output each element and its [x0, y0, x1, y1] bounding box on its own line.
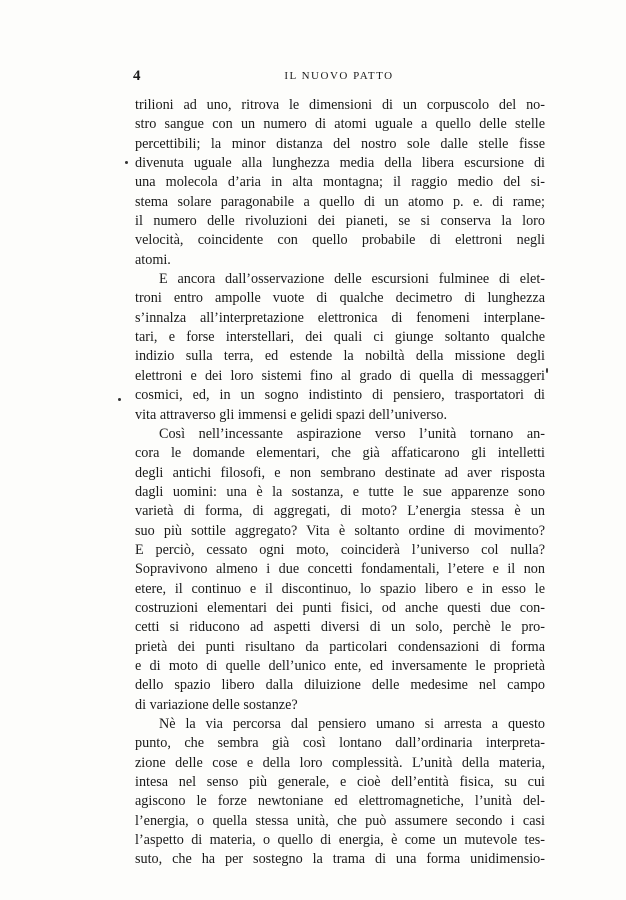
ink-speck [546, 368, 548, 373]
text-line: etere, il continuo e il discontinuo, lo spazio libero e in esso le [135, 580, 545, 597]
text-line: Nè la via percorsa dal pensiero umano si arresta a questo [159, 716, 545, 732]
ink-speck [125, 161, 128, 164]
body-text [135, 96, 545, 870]
text-line: Così nell’incessante aspirazione verso l’unità tornano an- [159, 425, 545, 442]
text-line: suto, che ha per sostegno la trama di una forma unidimensio- [135, 851, 545, 868]
text-line: varietà di forma, di aggregati, di moto? L’energia stessa è un [135, 503, 545, 520]
text-line: tari, e forse interstellari, dei quali ci giunge soltanto qualche [135, 329, 545, 346]
text-line: cetti si riducono ad aspetti diversi di un solo, perchè le pro- [135, 619, 545, 636]
page-header [133, 68, 545, 88]
text-line: E ancora dall’osservazione delle escursioni fulminee di elet- [159, 271, 545, 288]
text-line: Sopravivono almeno i due concetti fondamentali, l’etere e il non [135, 561, 545, 578]
ink-speck [118, 398, 121, 401]
text-line: atomi. [135, 251, 171, 268]
text-line: indizio sulla terra, ed estende la nobiltà della missione degli [135, 348, 545, 365]
text-line: troni entro ampolle vuote di qualche decimetro di lunghezza [135, 290, 545, 307]
text-line: velocità, coincidente con quello probabile di elettroni negli [135, 232, 545, 249]
text-line: E perciò, cessato ogni moto, coinciderà l’universo col nulla? [135, 541, 545, 558]
text-line: elettroni e dei loro sistemi fino al grado di quella di messaggeri [135, 367, 545, 384]
text-line: l’energia, o quella stessa unità, che può assumere secondo i casi [135, 812, 545, 829]
text-line: divenuta uguale alla lunghezza media della libera escursione di [135, 155, 545, 172]
text-line: punto, che sembra già così lontano dall’ordinaria interpreta- [135, 735, 545, 752]
text-line: di variazione delle sostanze? [135, 696, 298, 713]
text-line: dello spazio libero dalla diluizione delle medesime nel campo [135, 677, 545, 694]
text-line: stema solare paragonabile a quello di un atomo p. e. di rame; [135, 193, 545, 210]
text-line: l’aspetto di materia, o quello di energia, è come un mutevole tes- [135, 832, 545, 849]
text-line: prietà dei punti risultano da particolari condensazioni di forma [135, 638, 545, 655]
text-line: stro sangue con un numero di atomi uguale a quello delle stelle [135, 116, 545, 133]
text-line: il numero delle rivoluzioni dei pianeti, se si conserva la loro [135, 213, 545, 230]
page-number: 4 [133, 68, 141, 84]
text-line: una molecola d’aria in alta montagna; il raggio medio del si- [135, 174, 545, 191]
text-line: dagli uomini: una è la sostanza, e tutte le sue apparenze sono [135, 483, 545, 500]
text-line: e di moto di quelle dell’unico ente, ed inversamente le proprietà [135, 657, 545, 674]
text-line: s’innalza all’interpretazione elettronica di fenomeni interplane- [135, 309, 545, 326]
text-line: zione delle cose e della loro complessità. L’unità della materia, [135, 754, 545, 771]
text-line: trilioni ad uno, ritrova le dimensioni di un corpuscolo del no- [135, 97, 545, 113]
text-line: cosmici, ed, in un sogno indistinto di pensiero, trasportatori di [135, 387, 545, 404]
running-title: IL NUOVO PATTO [284, 70, 394, 82]
text-line: percettibili; la minor distanza del nostro sole dalle stelle fisse [135, 135, 545, 152]
text-line: degli antichi filosofi, e non sembrano destinate ad aver risposta [135, 464, 545, 481]
text-line: costruzioni elementari dei punti fisici, od anche questi due con- [135, 599, 545, 616]
text-line: intesa nel senso più generale, e cioè dell’entità fisica, su cui [135, 774, 545, 791]
text-line: cora le domande elementari, che già affaticarono gli intelletti [135, 445, 545, 462]
text-line: agiscono le forze newtoniane ed elettromagnetiche, l’unità del- [135, 793, 545, 810]
text-line: suo più sottile aggregato? Vita è soltanto ordine di movimento? [135, 522, 545, 539]
text-line: vita attraverso gli immensi e gelidi spazi dell’universo. [135, 406, 448, 423]
